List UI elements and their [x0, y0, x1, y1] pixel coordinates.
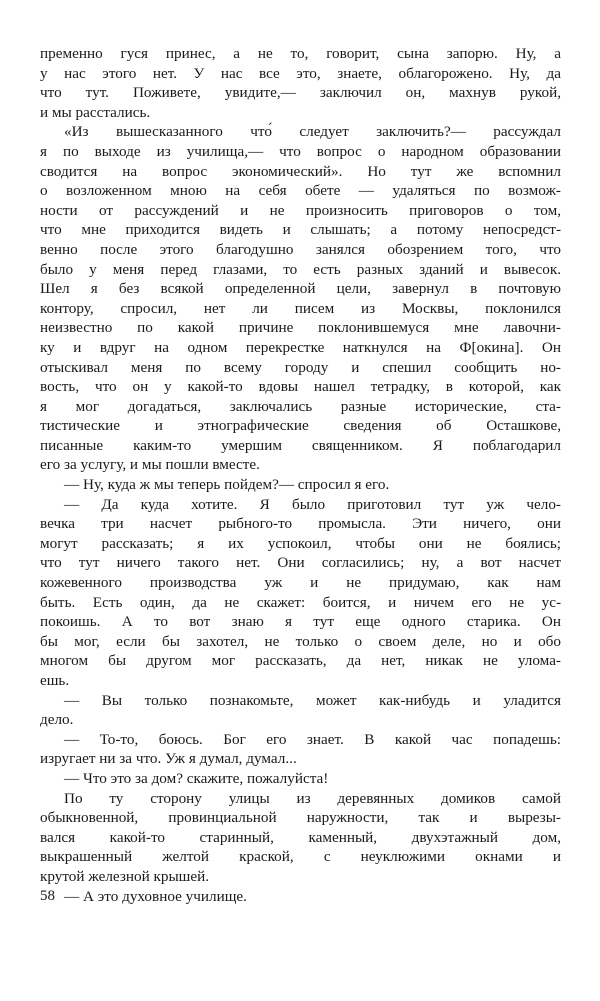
text-line: «Из вышесказанного что́ следует заключить?— рассуждал — [64, 123, 561, 141]
text-line: — Вы только познакомьте, может как-нибудь и уладится — [64, 691, 561, 709]
text-line: бы мог, если бы захотел, не только о своем деле, но и обо — [40, 632, 561, 650]
text-line: было у меня перед глазами, то есть разных зданий и вывесок. — [40, 260, 561, 278]
text-line: я по выходе из училища,— что вопрос о народном образовании — [40, 142, 561, 160]
text-line: контору, спросил, нет ли писем из Москвы, поклонился — [40, 299, 561, 317]
text-line: что тут. Поживете, увидите,— заключил он, махнув рукой, — [40, 84, 561, 102]
text-line: дело. — [40, 711, 74, 729]
text-line: его за услугу, и мы пошли вместе. — [40, 456, 260, 474]
text-line: вечка три насчет рыбного-то промысла. Эти ничего, они — [40, 515, 561, 533]
text-line: кожевенного производства уж и не придумаю, как нам — [40, 574, 561, 592]
text-line: — То-то, боюсь. Бог его знает. В какой час попадешь: — [64, 730, 561, 748]
text-line: ешь. — [40, 672, 70, 689]
text-line: обыкновенной, провинциальной наружности, так и вырезы- — [40, 809, 561, 827]
text-line: венно после этого благодушно занялся обозрением того, что — [40, 240, 561, 258]
text-line: — А это духовное училище. — [64, 887, 247, 905]
text-line: ку и вдруг на одном перекрестке наткнулся на Ф[окина]. Он — [40, 338, 561, 356]
text-line: о возложенном мною на себя обете — удаляться по возмож- — [40, 182, 561, 200]
text-line: крутой железной крышей. — [40, 867, 210, 885]
text-line: — Что это за дом? скажите, пожалуйста! — [64, 769, 329, 787]
text-line: выкрашенный желтой краской, с неуклюжими окнами и — [40, 848, 561, 866]
text-line: отыскивал меня по всему городу и спешил сообщить но- — [40, 358, 561, 376]
text-line: По ту сторону улицы из деревянных домиков самой — [64, 789, 561, 807]
text-line: многом бы другом мог рассказать, да нет, никак не улома- — [40, 652, 561, 670]
page-number: 58 — [40, 888, 55, 904]
text-line: — Да куда хотите. Я было приготовил тут уж чело- — [64, 495, 561, 513]
text-line: что тут ничего такого нет. Они согласились; ну, а вот насчет — [40, 554, 561, 572]
body-text — [40, 44, 561, 906]
text-line: у нас этого нет. У нас все это, знаете, облагорожено. Ну, да — [40, 64, 561, 82]
text-line: пременно гуся принес, а не то, говорит, сына запорю. Ну, а — [40, 45, 561, 62]
text-line: ности от рассуждений и не произносить приговоров о том, — [40, 201, 561, 219]
text-line: я мог догадаться, заключались разные исторические, ста- — [40, 397, 561, 415]
text-line: что мне приходится видеть и слышать; а потому непосредст- — [40, 221, 561, 239]
text-line: вость, что он у какой-то вдовы нашел тетрадку, в которой, как — [40, 378, 561, 396]
text-line: Шел я без всякой определенной цели, завернул в почтовую — [40, 280, 561, 298]
text-line: — Ну, куда ж мы теперь пойдем?— спросил я его. — [64, 476, 390, 494]
text-line: вался какой-то старинный, каменный, двухэтажный дом, — [40, 828, 561, 846]
text-line: покоишь. А то вот знаю я тут еще одного старика. Он — [40, 613, 561, 631]
text-line: могут рассказать; я их успокоил, чтобы они не боялись; — [40, 534, 561, 552]
text-line: изругает ни за что. Уж я думал, думал... — [40, 750, 297, 768]
text-line: быть. Есть один, да не скажет: боится, и ничем его не ус- — [40, 593, 561, 611]
text-line: тистические и этнографические сведения об Осташкове, — [40, 417, 561, 435]
text-line: сводится на вопрос экономический». Но тут же вспомнил — [40, 162, 561, 180]
text-line: неизвестно по какой причине поклонившемуся мне лавочни- — [40, 319, 561, 337]
text-line: и мы расстались. — [40, 103, 151, 121]
text-line: писанные каким-то умершим священником. Я поблагодарил — [40, 436, 561, 454]
